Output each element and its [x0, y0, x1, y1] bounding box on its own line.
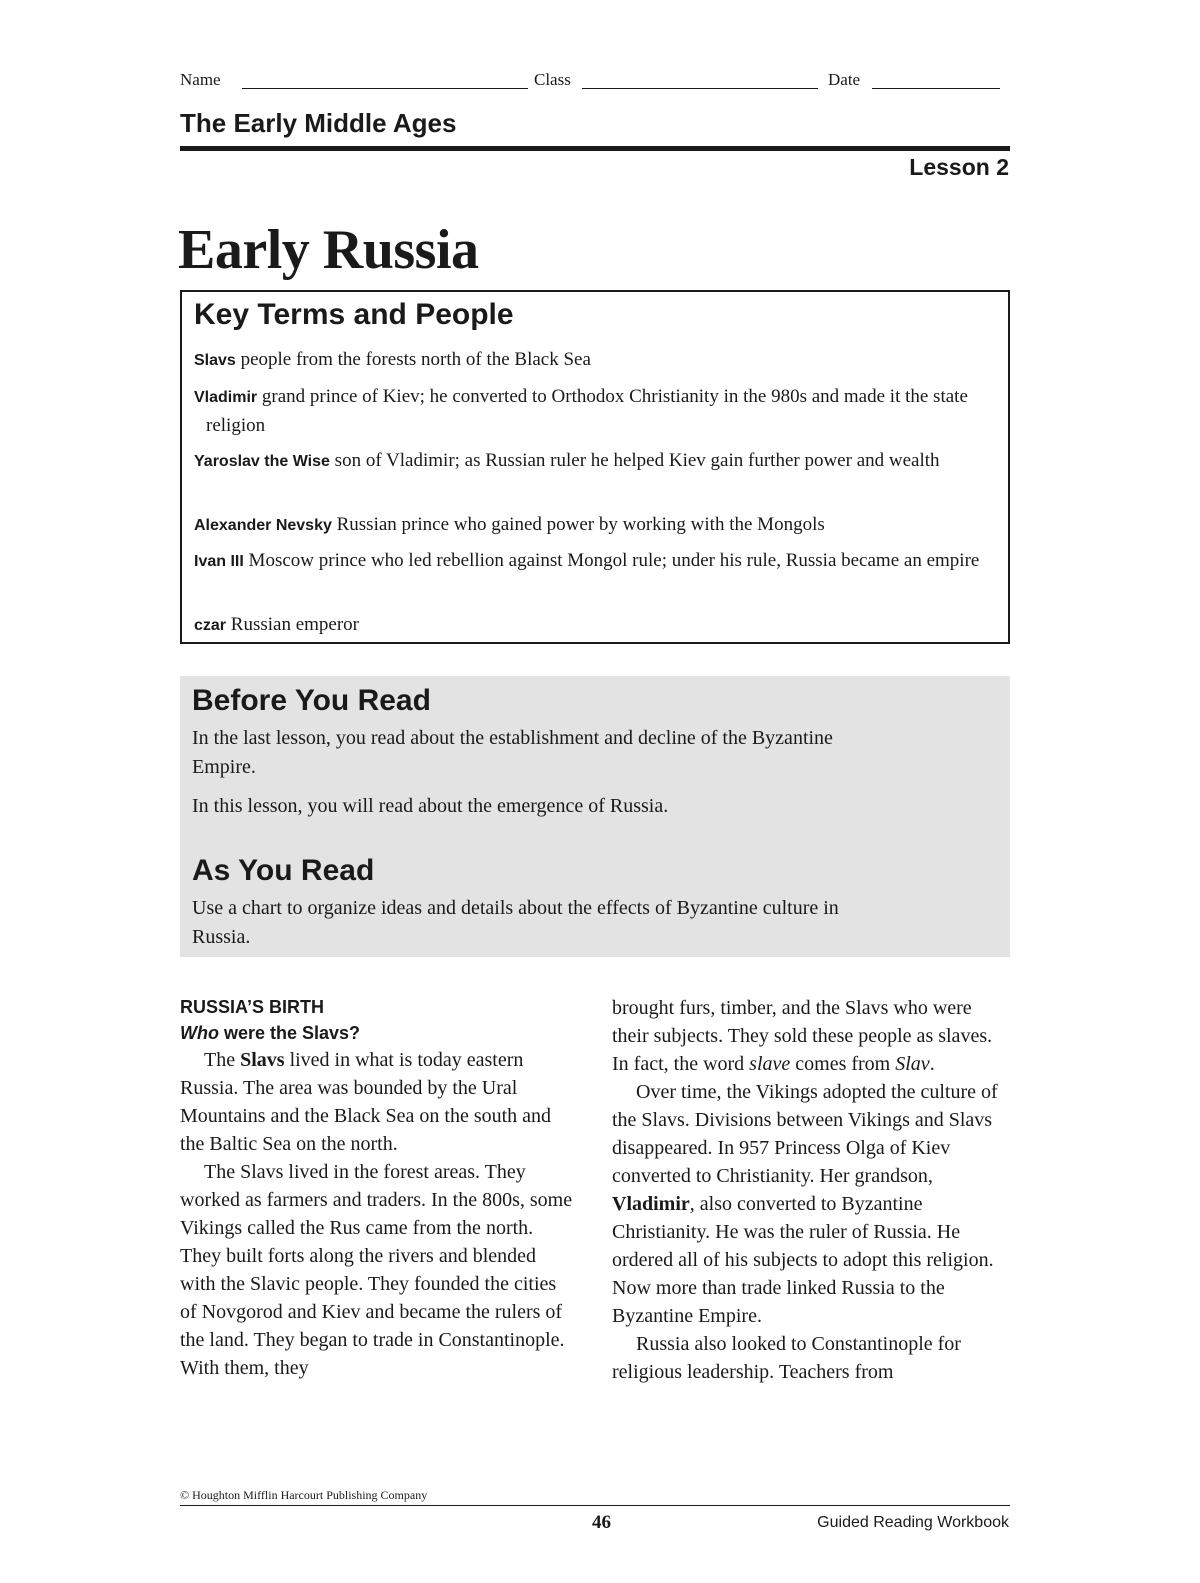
as-you-read-heading: As You Read — [192, 854, 375, 887]
class-field[interactable] — [582, 88, 818, 89]
before-you-read-heading: Before You Read — [192, 684, 431, 717]
student-info-line — [180, 68, 1010, 94]
key-term-definition: son of Vladimir; as Russian ruler he helped Kiev gain further power and wealth — [329, 450, 940, 471]
key-term-item — [194, 447, 1006, 476]
key-term-item — [194, 547, 1006, 576]
key-term-name: Vladimir — [194, 389, 258, 406]
section-question — [180, 1020, 576, 1046]
italic-term: slave — [749, 1053, 791, 1075]
key-term-name: czar — [194, 617, 227, 634]
date-label: Date — [828, 70, 861, 89]
text-run: Over time, the Vikings adopted the culture of the Slavs. Divisions between Vikings and Slavs disappeared. In 957 Princess Olga of Kiev converted to Christianity. Her grandson, — [612, 1081, 998, 1187]
date-field[interactable] — [872, 88, 1000, 89]
bold-term: Slavs — [240, 1049, 285, 1071]
key-term-item — [194, 383, 1006, 440]
reading-guide-box — [180, 676, 1010, 957]
paragraph — [612, 1078, 1010, 1330]
class-label: Class — [534, 70, 571, 89]
text-run: The — [204, 1049, 241, 1071]
key-term-definition: Russian emperor — [226, 614, 360, 635]
key-term-item — [194, 511, 1006, 540]
unit-title: The Early Middle Ages — [180, 108, 457, 138]
as-you-read-p1: Use a chart to organize ideas and details about the effects of Byzantine culture in Russia. — [192, 897, 839, 948]
paragraph: Russia also looked to Constantinople for religious leadership. Teachers from — [612, 1333, 961, 1383]
text-run: lived in what is today eastern Russia. The area was bounded by the Ural Mountains and the Black Sea on the south and the Baltic Sea on the north. — [180, 1049, 552, 1155]
header-rule — [180, 146, 1010, 151]
key-term-item — [194, 611, 1006, 640]
text-run: brought furs, timber, and the Slavs who were their subjects. They sold these people as slaves. In fact, the word — [612, 997, 993, 1075]
page-number: 46 — [592, 1512, 611, 1533]
lesson-label: Lesson 2 — [909, 154, 1009, 180]
italic-term: Slav — [895, 1053, 930, 1075]
key-term-name: Slavs — [194, 352, 236, 369]
before-you-read-p1: In the last lesson, you read about the establishment and decline of the Byzantine Empire. — [192, 727, 833, 778]
key-term-name: Alexander Nevsky — [194, 517, 332, 534]
section-heading: RUSSIA’S BIRTH — [180, 997, 325, 1017]
question-italic: Who — [180, 1023, 219, 1043]
key-term-definition: grand prince of Kiev; he converted to Orthodox Christianity in the 980s and made it the state religion — [206, 386, 968, 436]
key-terms-box — [180, 290, 1010, 644]
key-term-item — [194, 346, 1006, 375]
paragraph: The Slavs lived in the forest areas. They worked as farmers and traders. In the 800s, some Vikings called the Rus came from the north. They built forts along the rivers and blended with the Slavic people. They founded the cities of Novgorod and Kiev and became the rulers of the land. They began to trade in Constantinople. With them, they — [180, 1161, 573, 1379]
key-term-definition: Moscow prince who led rebellion against Mongol rule; under his rule, Russia became an empire — [243, 550, 980, 571]
lesson-title: Early Russia — [178, 219, 479, 281]
name-label: Name — [180, 70, 221, 89]
key-term-definition: people from the forests north of the Black Sea — [235, 349, 591, 370]
bold-term: Vladimir — [612, 1193, 690, 1215]
paragraph — [612, 994, 1010, 1078]
copyright-notice: © Houghton Mifflin Harcourt Publishing Company — [180, 1488, 428, 1502]
name-field[interactable] — [242, 88, 528, 89]
workbook-title: Guided Reading Workbook — [817, 1514, 1009, 1531]
text-run: . — [929, 1053, 935, 1075]
body-left-column — [180, 994, 576, 1382]
key-term-name: Yaroslav the Wise — [194, 453, 330, 470]
before-you-read-p2: In this lesson, you will read about the emergence of Russia. — [192, 795, 669, 817]
footer-rule — [180, 1505, 1010, 1506]
body-right-column — [612, 994, 1010, 1386]
key-term-name: Ivan III — [194, 553, 244, 570]
text-run: , also converted to Byzantine Christianity. He was the ruler of Russia. He ordered all of his subjects to adopt this religion. Now more than trade linked Russia to the Byzantine Empire. — [612, 1193, 994, 1327]
paragraph — [180, 1046, 576, 1158]
question-rest: were the Slavs? — [218, 1023, 361, 1043]
text-run: comes from — [790, 1053, 896, 1075]
key-term-definition: Russian prince who gained power by working with the Mongols — [331, 514, 825, 535]
key-terms-heading: Key Terms and People — [194, 298, 514, 331]
